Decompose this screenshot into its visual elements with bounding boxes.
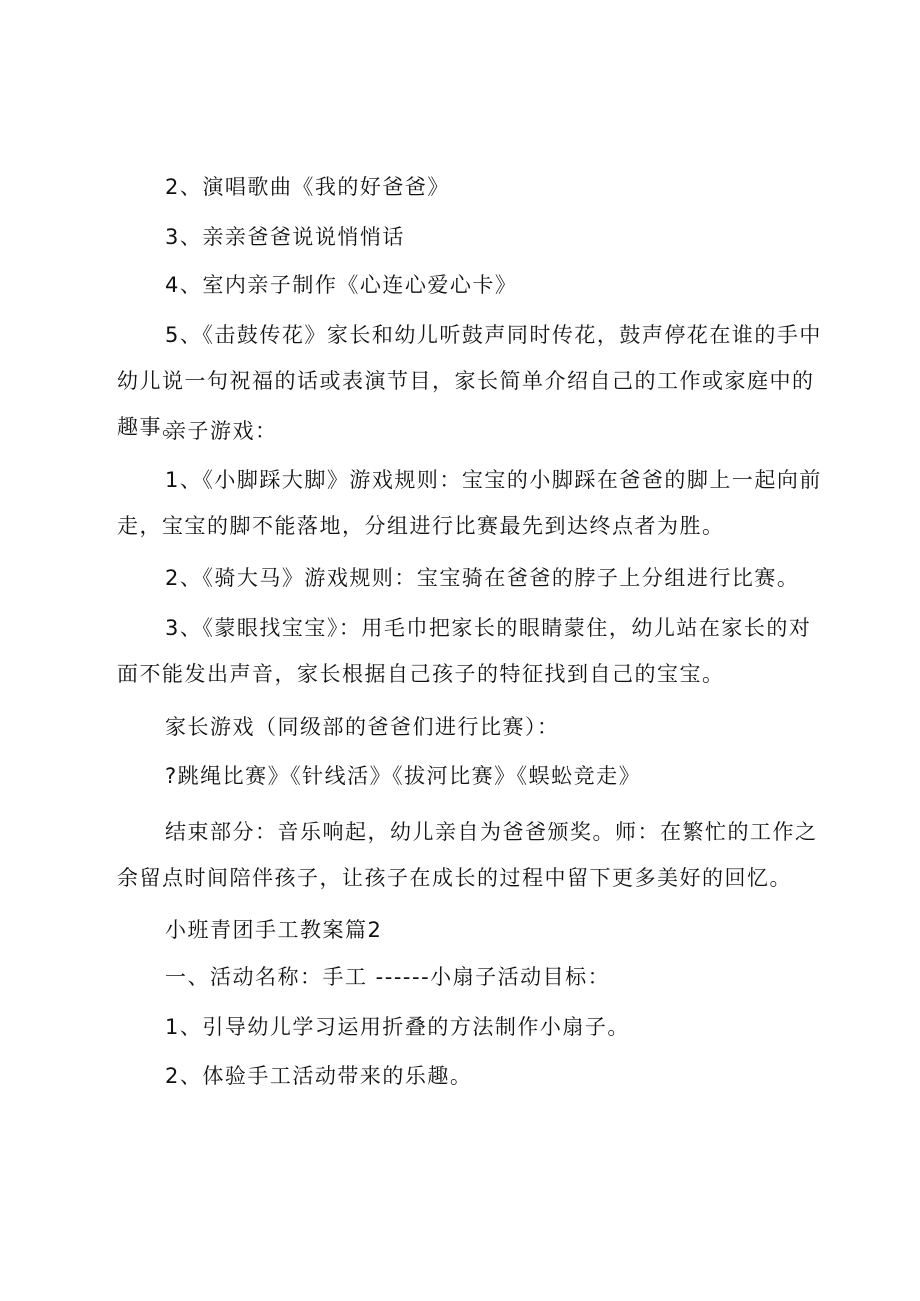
paragraph-small-foot-game: 1、《小脚踩大脚》游戏规则：宝宝的小脚踩在爸爸的脚上一起向前走，宝宝的脚不能落地，分组进行比赛最先到达终点者为胜。 <box>117 468 822 538</box>
paragraph-activity-name: 一、活动名称：手工 ------小扇子活动目标： <box>165 965 611 989</box>
paragraph-ending: 结束部分：音乐响起，幼儿亲自为爸爸颁奖。师：在繁忙的工作之余留点时间陪伴孩子，让孩子在成长的过程中留下更多美好的回忆。 <box>117 820 818 890</box>
paragraph-blindfold-game: 3、《蒙眼找宝宝》：用毛巾把家长的眼睛蒙住，幼儿站在家长的对面不能发出声音，家长根据自己孩子的特征找到自己的宝宝。 <box>117 616 812 686</box>
paragraph-whisper: 3、亲亲爸爸说说悄悄话 <box>165 225 405 249</box>
paragraph-parent-games-heading: 家长游戏（同级部的爸爸们进行比赛）： <box>165 715 560 739</box>
paragraph-game-list: ?跳绳比赛》《针线活》《拔河比赛》《蜈蚣竞走》 <box>165 764 642 788</box>
paragraph-horse-game: 2、《骑大马》游戏规则：宝宝骑在爸爸的脖子上分组进行比赛。 <box>165 566 800 590</box>
paragraph-goal-1: 1、引导幼儿学习运用折叠的方法制作小扇子。 <box>165 1015 630 1039</box>
paragraph-parent-child-games-heading: 亲子游戏： <box>165 419 278 443</box>
paragraph-song: 2、演唱歌曲《我的好爸爸》 <box>165 175 450 199</box>
paragraph-card-making: 4、室内亲子制作《心连心爱心卡》 <box>165 273 518 297</box>
paragraph-section-title: 小班青团手工教案篇2 <box>165 918 383 942</box>
paragraph-drum-game: 5、《击鼓传花》家长和幼儿听鼓声同时传花，鼓声停花在谁的手中幼儿说一句祝福的话或表演节目，家长简单介绍自己的工作或家庭中的趣事。 <box>117 323 822 439</box>
paragraph-goal-2: 2、体验手工活动带来的乐趣。 <box>165 1064 473 1088</box>
